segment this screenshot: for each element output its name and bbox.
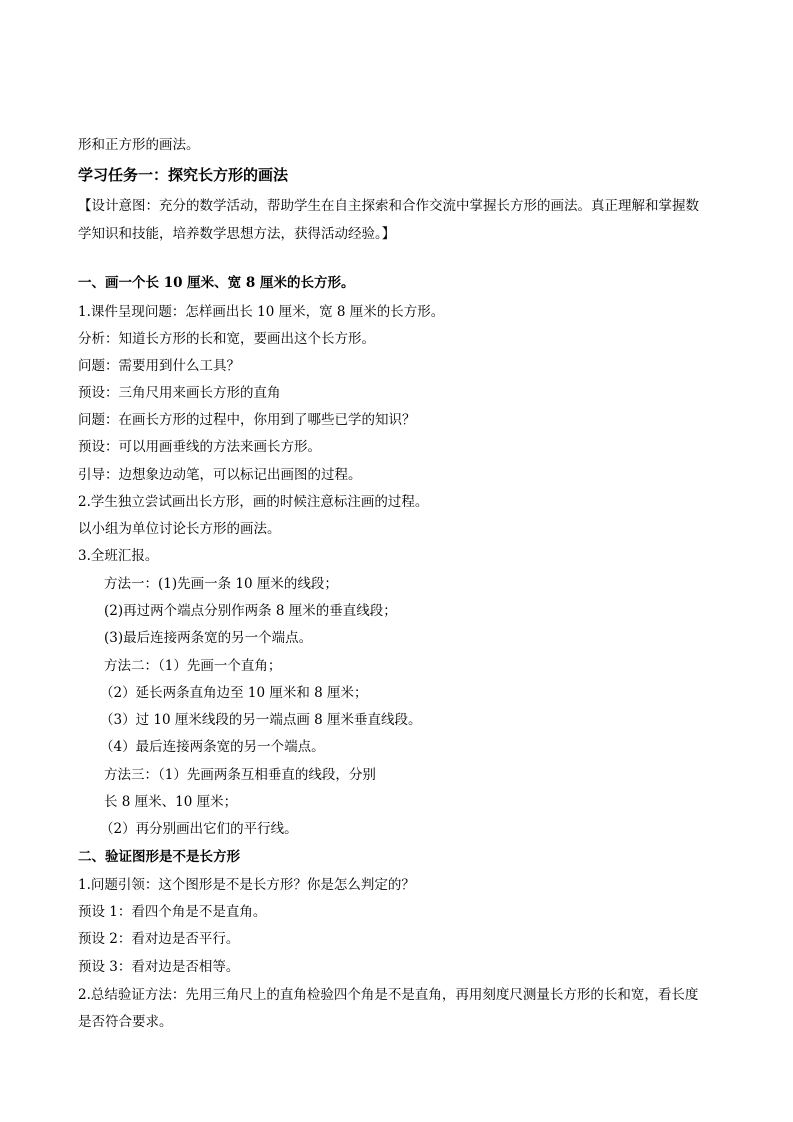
design-intent-line-2: 学知识和技能，培养数学思想方法，获得活动经验。】 <box>78 226 396 242</box>
method3-step1: 方法三：（1）先画两条互相垂直的线段，分别 <box>104 767 376 783</box>
method3-step2: （2）再分别画出它们的平行线。 <box>100 821 298 837</box>
s1-guide: 引导：边想象边动笔，可以标记出画图的过程。 <box>78 467 362 483</box>
intro-tail-text: 形和正方形的画法。 <box>78 137 200 153</box>
method2-step4: （4）最后连接两条宽的另一个端点。 <box>100 739 325 755</box>
method3-step1-cont: 长 8 厘米、10 厘米； <box>104 794 238 810</box>
s1-analysis: 分析：知道长方形的长和宽，要画出这个长方形。 <box>78 331 375 347</box>
s1-preset-perpendicular: 预设：可以用画垂线的方法来画长方形。 <box>78 439 321 455</box>
method2-step1: 方法二：（1）先画一个直角； <box>104 658 282 674</box>
s2-summary-line-1: 2.总结验证方法：先用三角尺上的直角检验四个角是不是直角，再用刻度尺测量长方形的长和宽，看长度 <box>78 987 699 1003</box>
s1-step-3: 3.全班汇报。 <box>78 548 159 564</box>
s2-preset-2: 预设 2：看对边是否平行。 <box>78 931 240 947</box>
task1-heading: 学习任务一：探究长方形的画法 <box>78 166 289 184</box>
section1-heading: 一、画一个长 10 厘米、宽 8 厘米的长方形。 <box>78 275 355 291</box>
s2-question-1: 1.问题引领：这个图形是不是长方形？你是怎么判定的？ <box>78 877 415 893</box>
s1-question-1: 1.课件呈现问题：怎样画出长 10 厘米，宽 8 厘米的长方形。 <box>78 304 445 320</box>
section2-heading: 二、验证图形是不是长方形 <box>78 849 240 865</box>
method1-step1: 方法一：(1)先画一条 10 厘米的线段； <box>104 576 338 592</box>
s2-preset-1: 预设 1：看四个角是不是直角。 <box>78 904 267 920</box>
s1-preset-triangle: 预设：三角尺用来画长方形的直角 <box>78 385 281 401</box>
s2-preset-3: 预设 3：看对边是否相等。 <box>78 959 240 975</box>
s1-question-tools: 问题：需要用到什么工具？ <box>78 358 240 374</box>
s1-question-knowledge: 问题：在画长方形的过程中，你用到了哪些已学的知识？ <box>78 412 416 428</box>
method1-step3: (3)最后连接两条宽的另一个端点。 <box>104 630 313 646</box>
design-intent-line-1: 【设计意图：充分的数学活动，帮助学生在自主探索和合作交流中掌握长方形的画法。真正理解和掌握数 <box>78 198 699 214</box>
s2-summary-line-2: 是否符合要求。 <box>78 1014 173 1030</box>
method2-step3: （3）过 10 厘米线段的另一端点画 8 厘米垂直线段。 <box>100 712 422 728</box>
method2-step2: （2）延长两条直角边至 10 厘米和 8 厘米； <box>100 685 368 701</box>
s1-step-2: 2.学生独立尝试画出长方形，画的时候注意标注画的过程。 <box>78 494 429 510</box>
method1-step2: (2)再过两个端点分别作两条 8 厘米的垂直线段； <box>104 603 397 619</box>
s1-group-discussion: 以小组为单位讨论长方形的画法。 <box>78 521 281 537</box>
